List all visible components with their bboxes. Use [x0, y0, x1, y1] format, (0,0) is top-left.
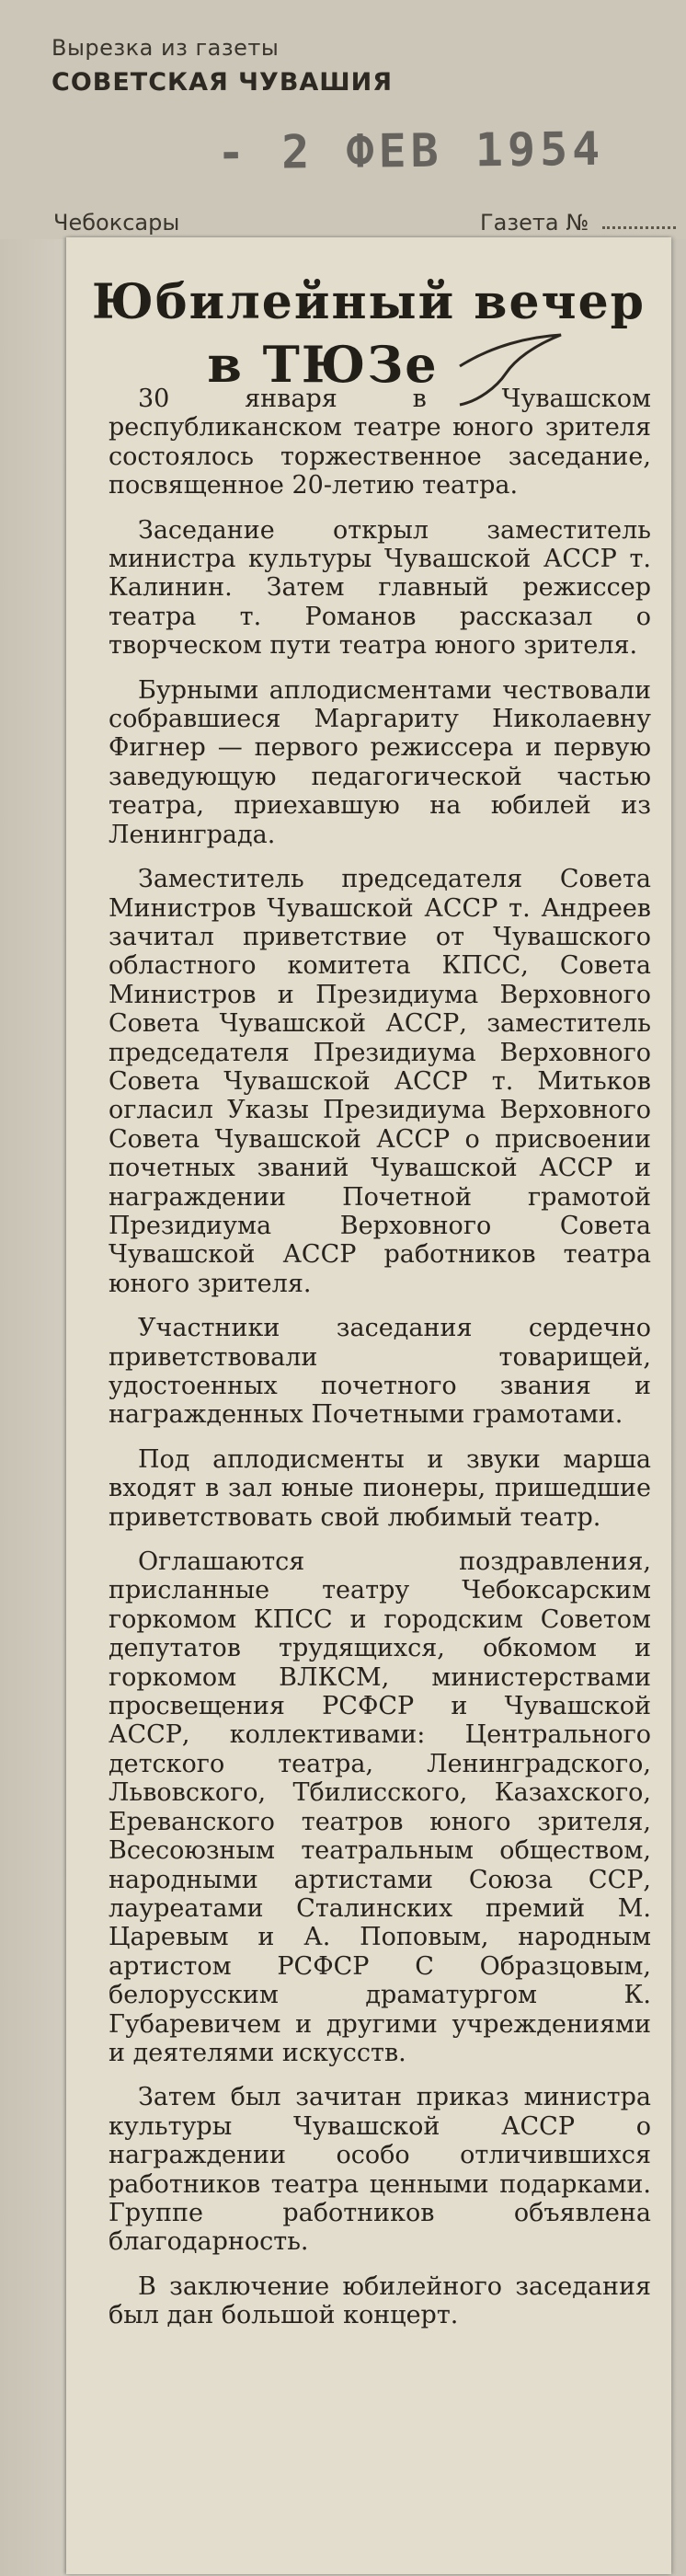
article-paragraph: В заключение юбилейного заседания был дан большой концерт. — [109, 2271, 651, 2330]
article-title-line1: Юбилейный вечер — [91, 274, 646, 330]
clipping-bureau-card — [0, 0, 686, 239]
article-paragraph: Затем был зачитан приказ министра культуры Чувашской АССР о награждении особо отличившихся работников театра ценными подарками. Группе работников объявлена благодарность. — [109, 2083, 651, 2257]
card-label: Вырезка из газеты — [51, 35, 280, 61]
newspaper-name: СОВЕТСКАЯ ЧУВАШИЯ — [51, 68, 394, 97]
city-label: Чебоксары — [53, 210, 180, 236]
article-paragraph: Оглашаются поздравления, присланные театру Чебоксарским горкомом КПСС и городским Советом депутатов трудящихся, обкомом и горкомом ВЛКСМ, министерствами просвещения РСФСР и Чувашской АССР, коллективами: Центрального детского театра, Ленинградского, Львовского, Тбилисского, Казахского, Ереванского театров юного зрителя, Всесоюзным театральным обществом, народными артистами Союза ССР, лауреатами Сталинских премий М. Царевым и А. Поповым, народным артистом РСФСР С Образцовым, белорусским драматургом К. Губаревичем и другими учреждениями и деятелями искусств. — [109, 1547, 651, 2067]
article-paragraph: Заместитель председателя Совета Министров Чувашской АССР т. Андреев зачитал приветствие от Чувашского областного комитета КПСС, Совета Министров и Президиума Верховного Совета Чувашской АССР, заместитель председателя Президиума Верховного Совета Чувашской АССР т. Митьков огласил Указы Президиума Верховного Совета Чувашской АССР о присвоении почетных званий Чувашской АССР и награждении Почетной грамотой Президиума Верховного Совета Чувашской АССР работников театра юного зрителя. — [109, 865, 651, 1298]
article-title-line2: в ТЮЗе — [207, 335, 439, 394]
article-paragraph: Заседание открыл заместитель министра культуры Чувашской АССР т. Калинин. Затем главный режиссер театра т. Романов рассказал о творческом пути театра юного зрителя. — [109, 515, 651, 661]
gazeta-number-label: Газета № — [480, 210, 589, 236]
number-fill-line — [602, 201, 676, 229]
article-body — [109, 385, 651, 2346]
article-paragraph: Бурными аплодисментами чествовали собравшиеся Маргариту Николаевну Фигнер — первого режиссера и первую заведующую педагогической частью театра, приехавшую на юбилей из Ленинграда. — [109, 675, 651, 849]
article-paragraph: 30 января в Чувашском республиканском театре юного зрителя состоялось торжественное заседание, посвященное 20-летию театра. — [109, 385, 651, 500]
newspaper-clipping — [66, 237, 671, 2574]
date-stamp: - 2 ФЕВ 1954 — [216, 121, 605, 180]
article-paragraph: Участники заседания сердечно приветствовали товарищей, удостоенных почетного звания и награжденных Почетными грамотами. — [109, 1314, 651, 1430]
article-paragraph: Под аплодисменты и звуки марша входят в зал юные пионеры, пришедшие приветствовать свой любимый театр. — [109, 1444, 651, 1532]
